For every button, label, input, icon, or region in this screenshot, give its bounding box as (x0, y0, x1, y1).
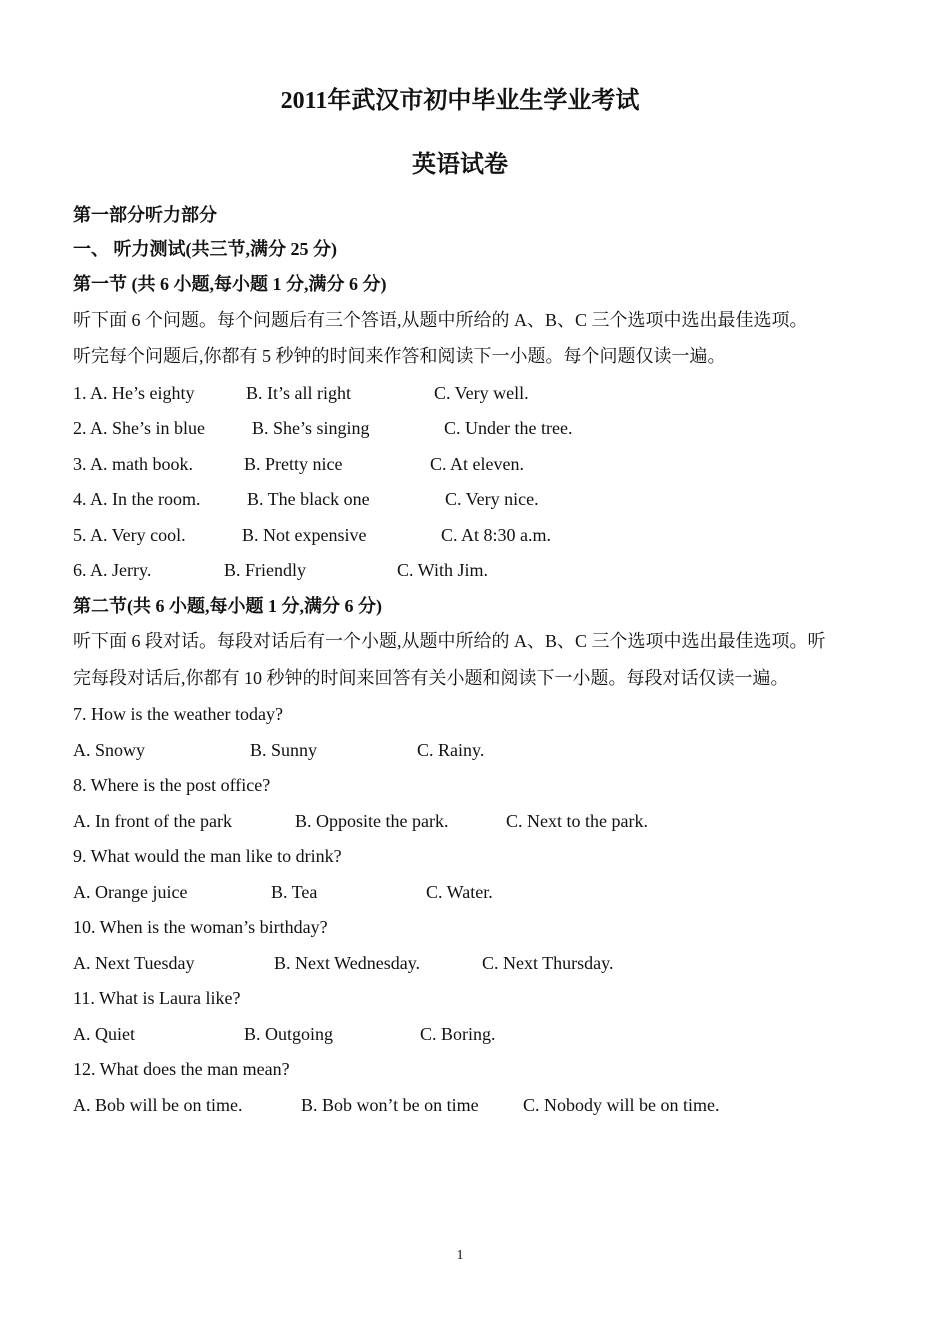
option-a: 2. A. She’s in blue (73, 418, 206, 438)
option-a: A. Quiet (73, 1024, 135, 1044)
exam-subtitle: 英语试卷 (412, 152, 508, 178)
option-c: C. Boring. (420, 1024, 496, 1044)
option-a: A. In front of the park (73, 811, 232, 831)
option-b: B. Opposite the park. (295, 811, 449, 831)
part-one-heading: 第一部分听力部分 (73, 205, 217, 225)
option-c: C. Very well. (434, 383, 529, 403)
option-a: 3. A. math book. (73, 454, 193, 474)
option-a: 4. A. In the room. (73, 489, 201, 509)
option-c: C. At 8:30 a.m. (441, 525, 552, 545)
option-b: B. Friendly (224, 560, 307, 580)
section-two-heading: 第二节(共 6 小题,每小题 1 分,满分 6 分) (73, 596, 382, 616)
page-number: 1 (456, 1248, 464, 1263)
option-c: C. Next Thursday. (482, 953, 614, 973)
question-text: 11. What is Laura like? (73, 988, 241, 1008)
option-c: C. At eleven. (430, 454, 524, 474)
section-one-instructions-line-2: 听完每个问题后,你都有 5 秒钟的时间来作答和阅读下一小题。每个问题仅读一遍。 (73, 346, 726, 366)
option-a: A. Next Tuesday (73, 953, 195, 973)
question-text: 8. Where is the post office? (73, 775, 271, 795)
option-c: C. Under the tree. (444, 418, 573, 438)
question-text: 10. When is the woman’s birthday? (73, 917, 328, 937)
option-b: B. Sunny (250, 740, 318, 760)
option-c: C. Water. (426, 882, 493, 902)
option-b: B. Bob won’t be on time (301, 1095, 479, 1115)
option-a: A. Orange juice (73, 882, 188, 902)
option-b: B. Not expensive (242, 525, 367, 545)
question-text: 12. What does the man mean? (73, 1059, 290, 1079)
option-c: C. Rainy. (417, 740, 485, 760)
exam-title: 2011年武汉市初中毕业生学业考试 (280, 88, 640, 114)
option-a: A. Snowy (73, 740, 146, 760)
option-b: B. Pretty nice (244, 454, 343, 474)
option-b: B. She’s singing (252, 418, 370, 438)
option-b: B. Next Wednesday. (274, 953, 421, 973)
option-a: 5. A. Very cool. (73, 525, 186, 545)
section-two-instructions-line-1: 听下面 6 段对话。每段对话后有一个小题,从题中所给的 A、B、C 三个选项中选出最佳选项。听 (73, 631, 826, 651)
option-b: B. The black one (247, 489, 370, 509)
question-text: 9. What would the man like to drink? (73, 846, 342, 866)
section-two-instructions-line-2: 完每段对话后,你都有 10 秒钟的时间来回答有关小题和阅读下一小题。每段对话仅读一遍。 (73, 668, 789, 688)
section-one-instructions-line-1: 听下面 6 个问题。每个问题后有三个答语,从题中所给的 A、B、C 三个选项中选出最佳选项。 (73, 310, 808, 330)
option-c: C. Next to the park. (506, 811, 648, 831)
option-c: C. With Jim. (397, 560, 488, 580)
question-text: 7. How is the weather today? (73, 704, 283, 724)
option-a: 6. A. Jerry. (73, 560, 152, 580)
section-one-heading: 第一节 (共 6 小题,每小题 1 分,满分 6 分) (73, 274, 387, 294)
option-a: 1. A. He’s eighty (73, 383, 195, 403)
option-c: C. Very nice. (445, 489, 539, 509)
option-a: A. Bob will be on time. (73, 1095, 243, 1115)
listening-section-heading: 一、 听力测试(共三节,满分 25 分) (73, 239, 337, 259)
option-c: C. Nobody will be on time. (523, 1095, 720, 1115)
option-b: B. Tea (271, 882, 318, 902)
option-b: B. Outgoing (244, 1024, 334, 1044)
option-b: B. It’s all right (246, 383, 351, 403)
